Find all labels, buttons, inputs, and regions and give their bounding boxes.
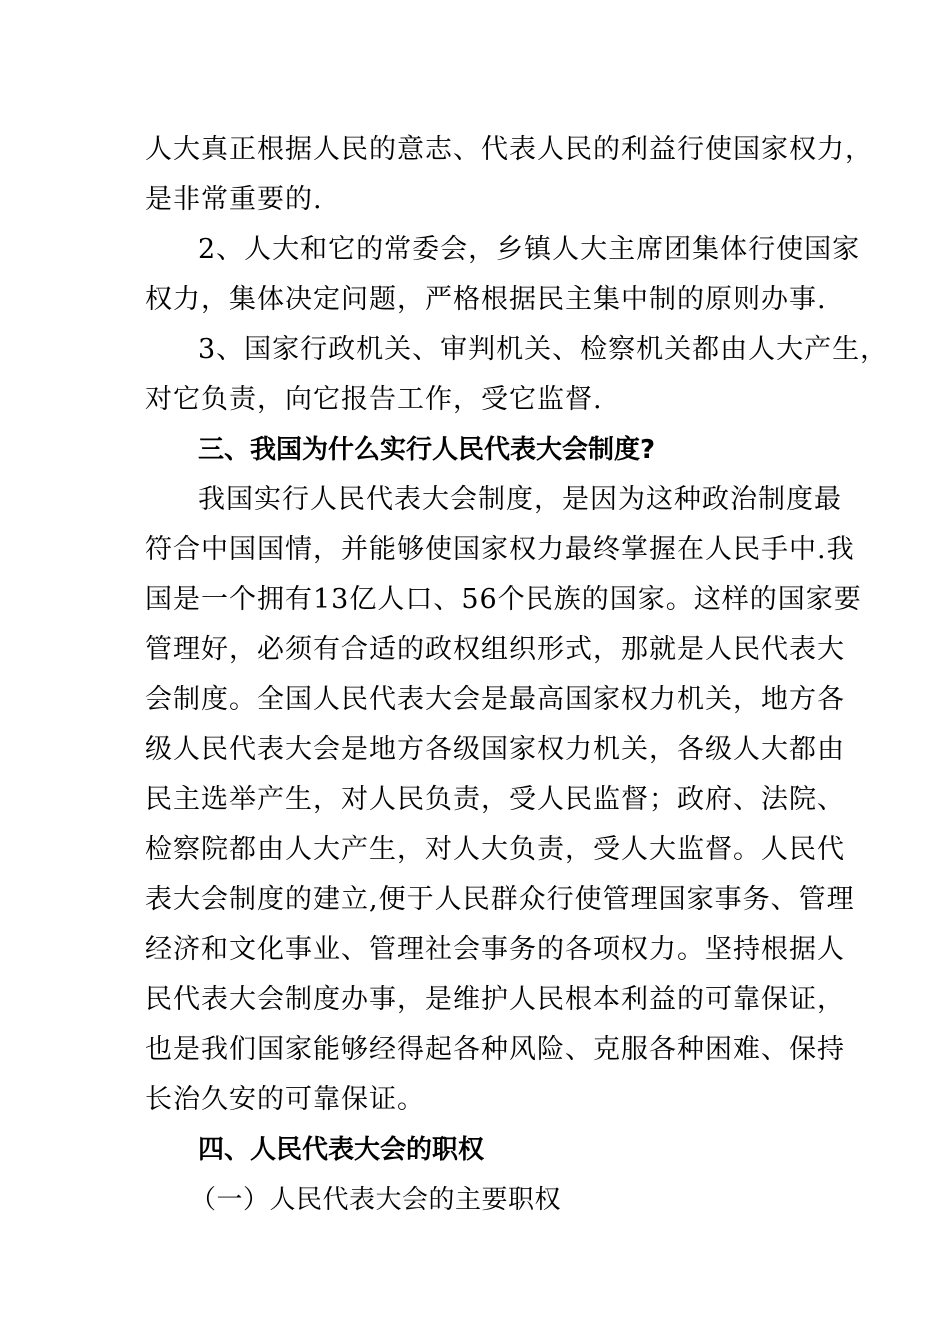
paragraph-4-line-1: 我国实行人民代表大会制度，是因为这种政治制度最 [198,484,842,515]
paragraph-3-line-2: 对它负责，向它报告工作，受它监督. [145,384,603,415]
paragraph-4-line-11: 民代表大会制度办事，是维护人民根本利益的可靠保证， [145,984,845,1015]
section-heading-3: 三、我国为什么实行人民代表大会制度? [198,435,656,465]
paragraph-4-line-9: 表大会制度的建立,便于人民群众行使管理国家事务、管理 [145,884,855,915]
paragraph-4-line-8: 检察院都由人大产生，对人大负责，受人大监督。人民代 [145,834,845,865]
paragraph-4-line-3: 国是一个拥有13亿人口、56个民族的国家。这样的国家要 [145,584,862,615]
paragraph-4-line-10: 经济和文化事业、管理社会事务的各项权力。坚持根据人 [145,934,845,965]
paragraph-1-line-1: 人大真正根据人民的意志、代表人民的利益行使国家权力， [145,134,873,165]
section-heading-4: 四、人民代表大会的职权 [198,1135,485,1165]
paragraph-2-line-2: 权力，集体决定问题，严格根据民主集中制的原则办事. [145,284,827,315]
paragraph-4-line-6: 级人民代表大会是地方各级国家权力机关，各级人大都由 [145,734,845,765]
paragraph-4-line-13: 长治久安的可靠保证。 [145,1084,425,1115]
paragraph-4-line-5: 会制度。全国人民代表大会是最高国家权力机关，地方各 [145,684,845,715]
paragraph-4-line-12: 也是我们国家能够经得起各种风险、克服各种困难、保持 [145,1034,845,1065]
subsection-heading-1: （一）人民代表大会的主要职权 [190,1185,562,1215]
paragraph-3-line-1: 3、国家行政机关、审判机关、检察机关都由人大产生， [198,334,889,365]
paragraph-4-line-2: 符合中国国情，并能够使国家权力最终掌握在人民手中.我 [145,534,855,565]
paragraph-2-line-1: 2、人大和它的常委会，乡镇人大主席团集体行使国家 [198,234,861,265]
paragraph-1-line-2: 是非常重要的. [145,184,323,215]
paragraph-4-line-7: 民主选举产生，对人民负责，受人民监督；政府、法院、 [145,784,845,815]
paragraph-4-line-4: 管理好，必须有合适的政权组织形式，那就是人民代表大 [145,634,845,665]
